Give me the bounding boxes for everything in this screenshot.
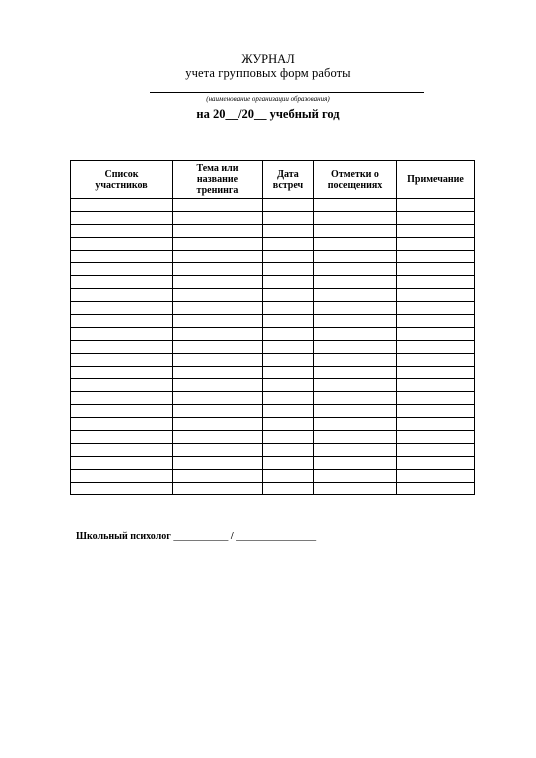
table-header-row [71,161,475,199]
table-cell [263,366,314,379]
table-row [71,211,475,224]
table-cell [263,315,314,328]
table-cell [71,315,173,328]
table-cell [173,392,263,405]
table-row [71,418,475,431]
table-cell [397,315,475,328]
table-row [71,263,475,276]
table-cell [314,289,397,302]
journal-table [70,160,475,495]
table-cell [173,431,263,444]
table-cell [397,263,475,276]
table-cell [263,340,314,353]
signature-blank: ___________ [173,531,229,542]
table-cell [314,237,397,250]
table-row [71,289,475,302]
table-row [71,405,475,418]
document-subtitle: учета групповых форм работы [185,66,351,80]
table-cell [314,353,397,366]
table-cell [71,469,173,482]
table-row [71,315,475,328]
table-cell [397,250,475,263]
table-row [71,456,475,469]
table-cell [397,379,475,392]
table-cell [263,276,314,289]
table-cell [173,250,263,263]
table-cell [173,224,263,237]
table-row [71,443,475,456]
table-cell [263,469,314,482]
table-row [71,199,475,212]
table-row [71,431,475,444]
table-row [71,353,475,366]
table-cell [397,482,475,495]
table-row [71,276,475,289]
table-cell [314,327,397,340]
table-cell [71,327,173,340]
table-cell [314,340,397,353]
table-cell [71,353,173,366]
table-cell [314,392,397,405]
table-cell [397,224,475,237]
table-cell [173,276,263,289]
table-cell [314,211,397,224]
table-cell [173,327,263,340]
column-attendance: Отметки о посещениях [314,161,397,199]
table-cell [71,237,173,250]
table-cell [71,302,173,315]
table-cell [71,199,173,212]
column-topic: Тема или название тренинга [173,161,263,199]
table-cell [314,456,397,469]
table-cell [173,469,263,482]
table-cell [263,250,314,263]
table-cell [314,366,397,379]
table-cell [314,443,397,456]
table-row [71,469,475,482]
table-cell [397,340,475,353]
table-cell [314,418,397,431]
table-cell [263,431,314,444]
table-cell [71,405,173,418]
journal-table-body [71,199,475,495]
table-cell [71,366,173,379]
table-cell [314,379,397,392]
table-cell [314,250,397,263]
table-cell [397,276,475,289]
table-cell [71,250,173,263]
table-cell [314,431,397,444]
table-row [71,327,475,340]
table-cell [314,276,397,289]
table-cell [397,302,475,315]
academic-year-line: на 20__/20__ учебный год [196,107,340,121]
table-row [71,482,475,495]
table-cell [71,456,173,469]
table-row [71,340,475,353]
table-cell [263,379,314,392]
table-cell [173,418,263,431]
table-cell [71,418,173,431]
table-cell [173,379,263,392]
table-cell [397,327,475,340]
table-cell [397,289,475,302]
table-cell [263,392,314,405]
table-cell [71,482,173,495]
table-cell [173,405,263,418]
signature-separator: / [230,531,234,542]
table-cell [173,353,263,366]
table-cell [173,302,263,315]
table-cell [263,199,314,212]
column-notes: Примечание [397,161,475,199]
signature-line [76,531,316,543]
table-row [71,366,475,379]
table-cell [263,302,314,315]
table-cell [173,211,263,224]
table-cell [71,289,173,302]
table-cell [263,353,314,366]
table-cell [263,327,314,340]
table-cell [263,211,314,224]
table-cell [397,405,475,418]
table-cell [397,199,475,212]
column-participants: Список участников [71,161,173,199]
table-cell [263,418,314,431]
table-row [71,379,475,392]
table-cell [397,418,475,431]
table-cell [263,482,314,495]
name-blank: ________________ [236,531,317,542]
table-cell [263,443,314,456]
table-cell [397,456,475,469]
table-cell [397,237,475,250]
table-cell [397,469,475,482]
table-cell [397,392,475,405]
document-title: ЖУРНАЛ [241,52,295,66]
table-cell [173,366,263,379]
table-cell [314,405,397,418]
table-cell [71,379,173,392]
table-cell [173,456,263,469]
table-cell [397,431,475,444]
table-cell [71,431,173,444]
table-cell [263,456,314,469]
table-cell [71,443,173,456]
table-row [71,237,475,250]
table-cell [71,276,173,289]
table-cell [397,366,475,379]
table-cell [314,263,397,276]
table-row [71,250,475,263]
table-cell [263,405,314,418]
table-cell [71,224,173,237]
table-cell [173,315,263,328]
table-cell [397,443,475,456]
table-cell [314,302,397,315]
table-cell [71,340,173,353]
signature-label: Школьный психолог [76,531,171,542]
table-cell [71,211,173,224]
table-cell [314,199,397,212]
table-cell [173,443,263,456]
table-cell [397,353,475,366]
table-cell [173,289,263,302]
organization-caption: (наименование организации образования) [206,95,330,103]
table-cell [173,263,263,276]
table-cell [173,199,263,212]
table-cell [71,263,173,276]
table-cell [263,263,314,276]
table-cell [397,211,475,224]
table-cell [314,482,397,495]
table-row [71,392,475,405]
table-cell [173,340,263,353]
table-cell [263,237,314,250]
organization-name-line [150,92,424,93]
table-cell [263,289,314,302]
table-cell [314,315,397,328]
table-cell [173,237,263,250]
table-row [71,302,475,315]
table-cell [71,392,173,405]
table-row [71,224,475,237]
table-cell [263,224,314,237]
table-cell [314,469,397,482]
column-meeting-date: Дата встреч [263,161,314,199]
table-cell [173,482,263,495]
table-cell [314,224,397,237]
